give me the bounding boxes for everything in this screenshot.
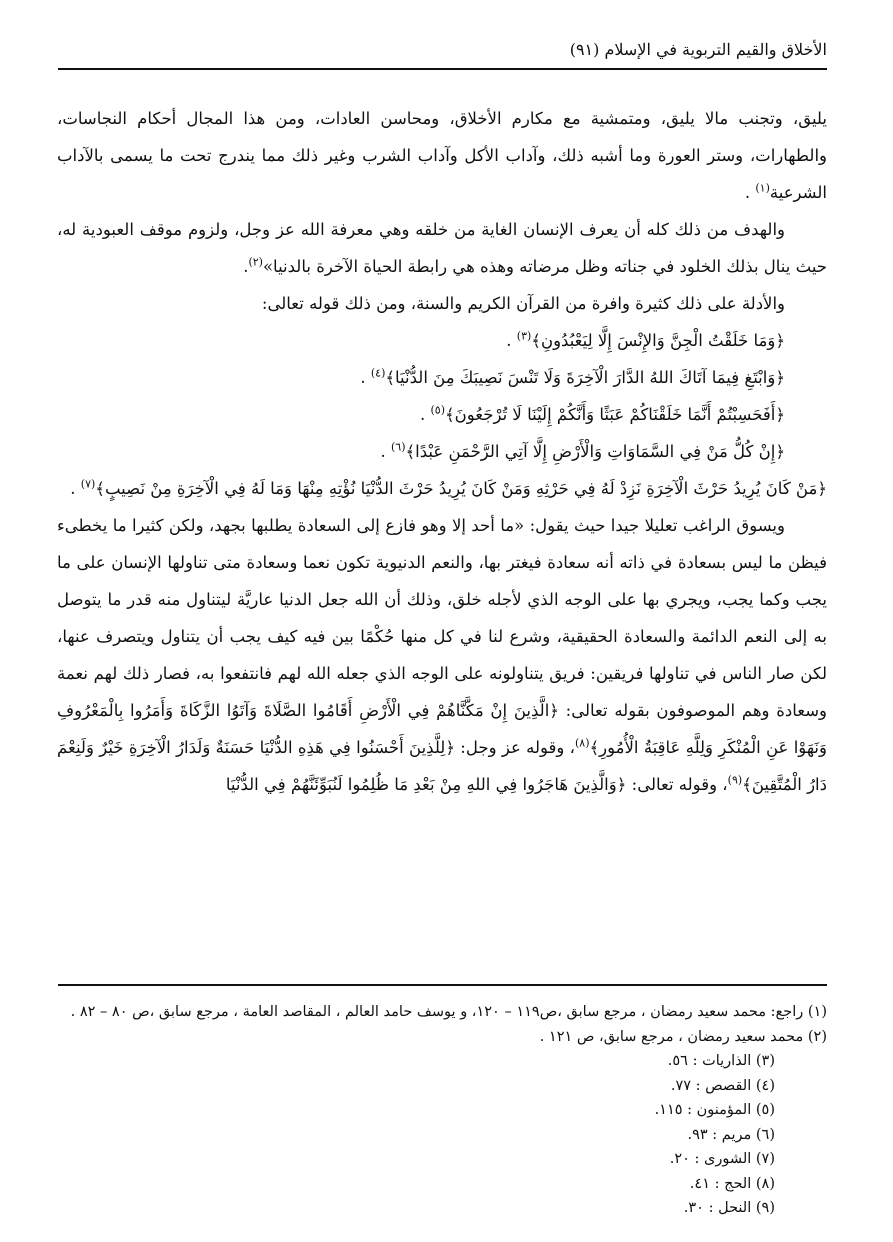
verse-5 <box>57 470 827 507</box>
verse-3 <box>57 396 827 433</box>
verse-2-end: . <box>360 368 366 387</box>
running-header: الأخلاق والقيم التربوية في الإسلام (٩١) <box>569 40 827 59</box>
paragraph-1 <box>57 100 827 211</box>
paragraph-1-end: . <box>744 183 751 202</box>
footnote-9: (٩) النحل : ٣٠. <box>683 1200 775 1216</box>
verse-5-text: ﴿مَنْ كَانَ يُرِيدُ حَرْثَ الْآخِرَةِ نَزِدْ لَهُ فِي حَرْثِهِ وَمَنْ كَانَ يُرِيدُ حَرْثَ الدُّنْيَا نُؤْتِهِ مِنْهَا وَمَا لَهُ فِي الْآخِرَةِ مِنْ نَصِيبٍ﴾ <box>95 479 827 498</box>
paragraph-2-end: . <box>243 257 249 276</box>
paragraph-4-end: ، وقوله تعالى: ﴿وَالَّذِينَ هَاجَرُوا فِي اللهِ مِنْ بَعْدِ مَا ظُلِمُوا لَنُبَوِّئَنَّهُمْ فِي الدُّنْيَا <box>225 775 728 794</box>
paragraph-4-mid: ، وقوله عز وجل: ﴿لِلَّذِينَ أَحْسَنُوا فِي هَذِهِ الدُّنْيَا حَسَنَةٌ وَلَدَارُ الْآخِرَةِ خَيْرٌ وَلَنِعْمَ دَارُ الْمُتَّقِينَ﴾ <box>57 738 827 794</box>
verse-1 <box>57 322 827 359</box>
paragraph-1-text: يليق، وتجنب مالا يليق، ومتمشية مع مكارم الأخلاق، ومحاسن العادات، ومن هذا المجال أحكام النجاسات، والطهارات، وستر العورة وما أشبه ذلك، وآداب الأكل وآداب الشرب وغير ذلك مما يندرج تحت ما يسمى بالآداب الشرعية <box>57 109 827 202</box>
footnote-ref-4: (٤) <box>370 366 386 380</box>
verse-2 <box>57 359 827 396</box>
footnote-ref-2: (٢) <box>248 255 263 269</box>
verse-5-end: . <box>70 479 76 498</box>
footnote-6: (٦) مريم : ٩٣. <box>687 1126 775 1143</box>
footnote-3: (٣) الذاريات : ٥٦. <box>667 1053 775 1069</box>
footnote-5: (٥) المؤمنون : ١١٥. <box>654 1102 775 1118</box>
footnote-ref-9: (٩) <box>727 773 743 787</box>
footnote-ref-8: (٨) <box>575 736 590 750</box>
main-text <box>57 100 827 803</box>
footnote-7: (٧) الشورى : ٢٠. <box>669 1151 775 1167</box>
verse-2-text: ﴿وَابْتَغِ فِيمَا آتَاكَ اللهُ الدَّارَ الْآخِرَةَ وَلَا تَنْسَ نَصِيبَكَ مِنَ الدُّنْيَا﴾ <box>385 368 785 387</box>
verse-3-text: ﴿أَفَحَسِبْتُمْ أَنَّمَا خَلَقْنَاكُمْ عَبَثًا وَأَنَّكُمْ إِلَيْنَا لَا تُرْجَعُونَ﴾ <box>445 405 785 424</box>
footnote-ref-3: (٣) <box>516 329 532 343</box>
footnote-ref-5: (٥) <box>430 403 445 417</box>
footnote-1: (١) راجع: محمد سعيد رمضان ، مرجع سابق ،ص١١٩ – ١٢٠، و يوسف حامد العالم ، المقاصد العامة ، مرجع سابق ،ص ٨٠ – ٨٢ . <box>70 1004 827 1020</box>
paragraph-2 <box>57 211 827 285</box>
verse-1-text: ﴿وَمَا خَلَقْتُ الْجِنَّ وَالإِنْسَ إِلَّا لِيَعْبُدُونِ﴾ <box>531 331 785 350</box>
verse-4-end: . <box>380 442 386 461</box>
footnote-4: (٤) القصص : ٧٧. <box>670 1077 775 1094</box>
verse-3-end: . <box>419 405 426 424</box>
verse-1-end: . <box>506 331 512 350</box>
footnote-ref-1: (١) <box>755 181 770 195</box>
header-rule <box>58 68 827 70</box>
paragraph-3: والأدلة على ذلك كثيرة وافرة من القرآن الكريم والسنة، ومن ذلك قوله تعالى: <box>261 294 785 313</box>
footnote-ref-7: (٧) <box>80 477 96 491</box>
paragraph-2-text: والهدف من ذلك كله أن يعرف الإنسان الغاية من خلقه وهي معرفة الله عز وجل، ولزوم موقف العبودية له، حيث ينال بذلك الخلود في جناته وظل مرضاته وهذه هي رابطة الحياة الآخرة بالدنيا» <box>57 220 827 276</box>
paragraph-4-text: ويسوق الراغب تعليلا جيدا حيث يقول: «ما أحد إلا وهو فازع إلى السعادة يطلبها بجهد، ولكن كثيرا ما يخطىء فيظن ما ليس بسعادة في ذاته أنه سعادة فيغتر بها، والنعم الدنيوية تكون نعما وسعادة متى تناولها الإنسان على ما يجب وكما يجب، ويجري بها على الوجه الذي لأجله خلق، وذلك أن الله جعل الدنيا عاريَّة ليتناول منه قدر ما يتوصل به إلى النعم الدائمة والسعادة الحقيقية، وشرع لنا في كل منها حُكْمًا بين فيه كيف يجب أن يتناول ويتصرف عنها، لكن صار الناس في تناولها فريقين: فريق يتناولونه على الوجه الذي جعله الله لهم فانتفعوا به، فصار ذلك لهم نعمة وسعادة وهم الموصوفون بقوله تعالى: ﴿الَّذِينَ إِنْ مَكَّنَّاهُمْ فِي الْأَرْضِ أَقَامُوا الصَّلَاةَ وَآتَوُا الزَّكَاةَ وَأَمَرُوا بِالْمَعْرُوفِ وَنَهَوْا عَنِ الْمُنْكَرِ وَلِلَّهِ عَاقِبَةُ الْأُمُورِ﴾ <box>57 516 827 757</box>
footnote-8: (٨) الحج : ٤١. <box>689 1175 775 1192</box>
paragraph-4 <box>57 507 827 803</box>
footnotes-list <box>57 1000 827 1221</box>
verse-4 <box>57 433 827 470</box>
verse-4-text: ﴿إِنْ كُلُّ مَنْ فِي السَّمَاوَاتِ وَالْأَرْضِ إِلَّا آتِي الرَّحْمَنِ عَبْدًا﴾ <box>405 442 785 461</box>
footnote-2: (٢) محمد سعيد رمضان ، مرجع سابق، ص ١٢١ . <box>539 1028 827 1045</box>
footnote-ref-6: (٦) <box>390 440 406 454</box>
footnote-rule <box>58 984 827 986</box>
